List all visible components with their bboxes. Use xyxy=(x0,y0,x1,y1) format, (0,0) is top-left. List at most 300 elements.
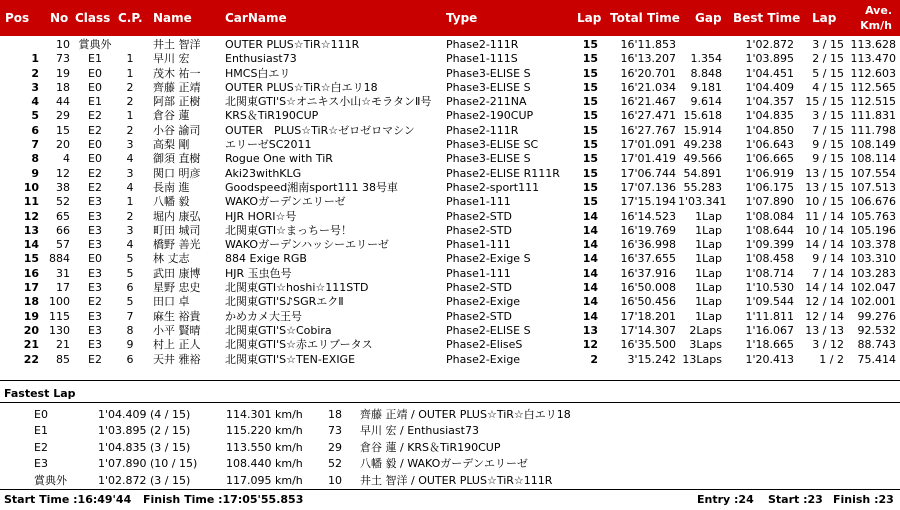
cell-total: 16'14.523 xyxy=(620,209,676,223)
cell-type: Phase2-STD xyxy=(446,209,512,223)
cell-blap: 10 / 15 xyxy=(805,195,844,209)
cell-gap: 54.891 xyxy=(683,166,722,180)
cell-total: 17'01.419 xyxy=(620,152,676,166)
cell-total: 17'06.744 xyxy=(620,166,676,180)
fastest-time: 1'04.409 (4 / 15) xyxy=(98,408,191,421)
cell-gap: 49.238 xyxy=(683,138,722,152)
table-row xyxy=(0,52,900,66)
cell-cls: E2 xyxy=(88,352,102,366)
cell-total: 16'21.467 xyxy=(620,95,676,109)
cell-best: 1'16.067 xyxy=(745,323,794,337)
cell-blap: 12 / 14 xyxy=(805,295,844,309)
cell-pos: 10 xyxy=(23,180,39,194)
cell-name: 倉谷 蓮 xyxy=(153,109,190,123)
cell-total: 16'50.008 xyxy=(620,281,676,295)
cell-pos: 22 xyxy=(23,352,39,366)
cell-gap: 2Laps xyxy=(689,323,722,337)
cell-gap: 3Laps xyxy=(689,338,722,352)
cell-name: 早川 宏 xyxy=(153,52,190,66)
cell-blap: 3 / 15 xyxy=(812,109,844,123)
cell-cp: 4 xyxy=(126,180,134,194)
cell-pos: 11 xyxy=(23,195,39,209)
cell-car: KRS＆TiR190CUP xyxy=(225,109,319,123)
cell-blap: 10 / 14 xyxy=(805,223,844,237)
cell-ave: 102.047 xyxy=(850,281,896,295)
cell-cp: 3 xyxy=(126,138,134,152)
cell-type: Phase3-ELISE SC xyxy=(446,138,539,152)
header-class: Class xyxy=(75,11,111,25)
cell-lap: 14 xyxy=(582,238,598,252)
cell-ave: 107.554 xyxy=(850,166,896,180)
cell-blap: 4 / 15 xyxy=(812,80,844,94)
header-carname: CarName xyxy=(225,11,287,25)
cell-car: Aki23withKLG xyxy=(225,166,302,180)
cell-gap: 1'03.341 xyxy=(678,195,727,209)
cell-pos: 1 xyxy=(31,52,39,66)
cell-lap: 15 xyxy=(582,195,598,209)
cell-type: Phase2-EliseS xyxy=(446,338,523,352)
finish-time: Finish Time :17:05'55.853 xyxy=(143,493,304,506)
cell-cp: 1 xyxy=(126,52,134,66)
fastest-cls: E1 xyxy=(34,424,48,438)
table-row xyxy=(0,338,900,352)
cell-ave: 105.196 xyxy=(850,223,896,237)
cell-type: Phase3-ELISE S xyxy=(446,80,531,94)
cell-total: 16'37.655 xyxy=(620,252,676,266)
cell-pos: 6 xyxy=(31,123,39,137)
cell-cls: E3 xyxy=(88,238,102,252)
cell-type: Phase2-ELISE S xyxy=(446,323,531,337)
cell-total: 16'50.456 xyxy=(620,295,676,309)
fastest-no: 29 xyxy=(328,440,342,454)
cell-lap: 14 xyxy=(582,295,598,309)
cell-no: 115 xyxy=(49,309,70,323)
cell-cp: 2 xyxy=(126,80,134,94)
fastest-cls: E3 xyxy=(34,457,48,471)
cell-lap: 15 xyxy=(582,38,598,51)
cell-best: 1'06.643 xyxy=(745,138,794,152)
table-row xyxy=(0,324,900,338)
cell-best: 1'09.399 xyxy=(745,238,794,252)
cell-name: 林 丈志 xyxy=(153,252,190,266)
results-table xyxy=(0,38,900,367)
cell-best: 1'11.811 xyxy=(745,309,794,323)
cell-name: 天井 雅裕 xyxy=(153,352,201,366)
cell-lap: 15 xyxy=(582,138,598,152)
cell-gap: 1Lap xyxy=(695,209,722,223)
cell-type: Phase2-Exige xyxy=(446,295,521,309)
cell-cls: E2 xyxy=(88,109,102,123)
cell-type: Phase2-STD xyxy=(446,223,512,237)
header-cp: C.P. xyxy=(118,11,143,25)
cell-type: Phase2-Exige xyxy=(446,352,521,366)
cell-blap: 13 / 15 xyxy=(805,180,844,194)
cell-type: Phase2-sport111 xyxy=(446,180,540,194)
fastest-speed: 114.301 km/h xyxy=(226,408,303,421)
table-row xyxy=(0,238,900,252)
cell-type: Phase2-STD xyxy=(446,281,512,295)
cell-no: 884 xyxy=(49,252,70,266)
cell-cls: E3 xyxy=(88,195,102,209)
fastest-lap-divider xyxy=(0,402,900,403)
cell-gap: 49.566 xyxy=(683,152,722,166)
fastest-driver: 八幡 毅 / WAKOガーデンエリーゼ xyxy=(360,457,528,471)
header-best-time: Best Time xyxy=(733,11,801,25)
cell-type: Phase2-ELISE R111R xyxy=(446,166,560,180)
cell-type: Phase1-111S xyxy=(446,52,518,66)
cell-pos: 21 xyxy=(23,338,39,352)
fastest-time: 1'02.872 (3 / 15) xyxy=(98,473,191,487)
fastest-no: 18 xyxy=(328,408,342,421)
cell-car: 北関東GTI☆まっちー号！ xyxy=(225,223,352,237)
fastest-lap-row xyxy=(0,456,900,472)
cell-no: 18 xyxy=(56,80,70,94)
cell-cls: E3 xyxy=(88,209,102,223)
cell-car: 北関東GTI'S☆赤エリブータス xyxy=(225,338,373,352)
cell-best: 1'08.084 xyxy=(745,209,794,223)
cell-total: 3'15.242 xyxy=(627,352,676,366)
cell-blap: 14 / 14 xyxy=(805,281,844,295)
cell-name: 井土 智洋 xyxy=(153,38,201,51)
cell-best: 1'09.544 xyxy=(745,295,794,309)
cell-ave: 112.565 xyxy=(850,80,896,94)
cell-no: 17 xyxy=(56,281,70,295)
fastest-driver: 早川 宏 / Enthusiast73 xyxy=(360,424,479,438)
header-no: No xyxy=(50,11,69,25)
cell-no: 65 xyxy=(56,209,70,223)
cell-gap: 8.848 xyxy=(690,66,722,80)
cell-blap: 9 / 15 xyxy=(812,152,844,166)
entry-count: Entry :24 xyxy=(697,493,754,506)
cell-car: かめカメ大王号 xyxy=(225,309,302,323)
cell-pos: 3 xyxy=(31,80,39,94)
cell-car: OUTER PLUS☆TiR☆ゼロゼロマシン xyxy=(225,123,415,137)
fastest-time: 1'04.835 (3 / 15) xyxy=(98,440,191,454)
cell-blap: 15 / 15 xyxy=(805,95,844,109)
cell-ave: 103.378 xyxy=(850,238,896,252)
cell-gap: 1Lap xyxy=(695,238,722,252)
fastest-driver: 齊藤 正靖 / OUTER PLUS☆TiR☆白エリ18 xyxy=(360,408,571,421)
cell-no: 52 xyxy=(56,195,70,209)
cell-lap: 14 xyxy=(582,223,598,237)
cell-best: 1'07.890 xyxy=(745,195,794,209)
cell-total: 16'27.471 xyxy=(620,109,676,123)
cell-car: 北関東GTI'S♪SGRエクⅡ xyxy=(225,295,344,309)
cell-cls: E0 xyxy=(88,152,102,166)
fastest-cls: E0 xyxy=(34,408,48,421)
cell-best: 1'08.644 xyxy=(745,223,794,237)
cell-cp: 2 xyxy=(126,209,134,223)
cell-ave: 103.310 xyxy=(850,252,896,266)
cell-best: 1'04.451 xyxy=(745,66,794,80)
cell-name: 茂木 祐一 xyxy=(153,66,201,80)
table-row xyxy=(0,138,900,152)
cell-blap: 7 / 14 xyxy=(812,266,844,280)
header-ave: Ave. xyxy=(865,4,892,17)
cell-gap: 1Lap xyxy=(695,266,722,280)
fastest-lap-row xyxy=(0,440,900,456)
cell-gap: 1.354 xyxy=(690,52,722,66)
cell-lap: 12 xyxy=(582,338,598,352)
fastest-time: 1'07.890 (10 / 15) xyxy=(98,457,198,471)
cell-no: 12 xyxy=(56,166,70,180)
cell-type: Phase1-111 xyxy=(446,195,511,209)
cell-gap: 1Lap xyxy=(695,309,722,323)
cell-name: 御須 直樹 xyxy=(153,152,201,166)
start-time: Start Time :16:49'44 xyxy=(4,493,132,506)
fastest-no: 73 xyxy=(328,424,342,438)
table-row xyxy=(0,95,900,109)
cell-cp: 3 xyxy=(126,166,134,180)
cell-blap: 5 / 15 xyxy=(812,66,844,80)
cell-car: WAKOガーデンハッシーエリーゼ xyxy=(225,238,389,252)
cell-best: 1'06.175 xyxy=(745,180,794,194)
cell-name: 堀内 康弘 xyxy=(153,209,201,223)
cell-cp: 5 xyxy=(126,252,134,266)
cell-car: 北関東GTI'S☆オニキス小山☆モラタンⅡ号 xyxy=(225,95,432,109)
cell-blap: 13 / 13 xyxy=(805,323,844,337)
cell-blap: 7 / 15 xyxy=(812,123,844,137)
cell-car: OUTER PLUS☆TiR☆111R xyxy=(225,38,360,51)
header-pos: Pos xyxy=(5,11,30,25)
cell-name: 長南 進 xyxy=(153,180,190,194)
table-row xyxy=(0,38,900,52)
cell-car: Goodspeed湘南sport111 38号車 xyxy=(225,180,398,194)
cell-car: 北関東GTI☆hoshi☆111STD xyxy=(225,281,369,295)
cell-ave: 108.149 xyxy=(850,138,896,152)
cell-lap: 15 xyxy=(582,80,598,94)
cell-gap: 13Laps xyxy=(682,352,722,366)
cell-ave: 107.513 xyxy=(850,180,896,194)
cell-name: 田口 卓 xyxy=(153,295,190,309)
cell-pos: 12 xyxy=(23,209,39,223)
table-row xyxy=(0,67,900,81)
cell-best: 1'10.530 xyxy=(745,281,794,295)
cell-no: 85 xyxy=(56,352,70,366)
cell-lap: 15 xyxy=(582,123,598,137)
cell-best: 1'18.665 xyxy=(745,338,794,352)
header-best-lap: Lap xyxy=(812,11,837,25)
cell-no: 31 xyxy=(56,266,70,280)
cell-lap: 15 xyxy=(582,66,598,80)
cell-ave: 111.798 xyxy=(850,123,896,137)
fastest-driver: 倉谷 蓮 / KRS＆TiR190CUP xyxy=(360,440,501,454)
fastest-speed: 117.095 km/h xyxy=(226,473,303,487)
fastest-cls: 賞典外 xyxy=(34,473,67,487)
cell-best: 1'06.919 xyxy=(745,166,794,180)
cell-best: 1'03.895 xyxy=(745,52,794,66)
cell-blap: 3 / 15 xyxy=(812,38,844,51)
cell-pos: 18 xyxy=(23,295,39,309)
cell-no: 15 xyxy=(56,123,70,137)
cell-type: Phase2-211NA xyxy=(446,95,527,109)
cell-pos: 16 xyxy=(23,266,39,280)
header-gap: Gap xyxy=(695,11,722,25)
cell-cls: E3 xyxy=(88,323,102,337)
cell-lap: 14 xyxy=(582,209,598,223)
table-row xyxy=(0,152,900,166)
fastest-driver: 井土 智洋 / OUTER PLUS☆TiR☆111R xyxy=(360,473,553,487)
cell-cls: E0 xyxy=(88,138,102,152)
cell-best: 1'04.835 xyxy=(745,109,794,123)
cell-no: 38 xyxy=(56,180,70,194)
cell-car: HMCS白エリ xyxy=(225,66,291,80)
cell-pos: 13 xyxy=(23,223,39,237)
cell-no: 66 xyxy=(56,223,70,237)
cell-cls: E3 xyxy=(88,338,102,352)
cell-total: 17'18.201 xyxy=(620,309,676,323)
cell-no: 4 xyxy=(63,152,70,166)
cell-name: 関口 明彦 xyxy=(153,166,201,180)
cell-lap: 14 xyxy=(582,266,598,280)
fastest-lap-row xyxy=(0,407,900,423)
results-header xyxy=(0,0,900,36)
cell-name: 武田 康博 xyxy=(153,266,201,280)
cell-name: 橋野 善光 xyxy=(153,238,201,252)
cell-cls: E3 xyxy=(88,281,102,295)
cell-car: 北関東GTI'S☆Cobira xyxy=(225,323,332,337)
fastest-time: 1'03.895 (2 / 15) xyxy=(98,424,191,438)
results-divider xyxy=(0,380,900,381)
cell-cp: 1 xyxy=(126,109,134,123)
cell-best: 1'20.413 xyxy=(745,352,794,366)
cell-total: 16'36.998 xyxy=(620,238,676,252)
cell-cp: 2 xyxy=(126,95,134,109)
header-kmh: Km/h xyxy=(860,19,892,32)
fastest-no: 52 xyxy=(328,457,342,471)
cell-cp: 4 xyxy=(126,152,134,166)
cell-ave: 113.628 xyxy=(850,38,896,51)
cell-name: 高梨 剛 xyxy=(153,138,190,152)
cell-total: 16'19.769 xyxy=(620,223,676,237)
cell-no: 44 xyxy=(56,95,70,109)
cell-type: Phase1-111 xyxy=(446,266,511,280)
cell-gap: 1Lap xyxy=(695,281,722,295)
cell-no: 19 xyxy=(56,66,70,80)
table-row xyxy=(0,195,900,209)
table-row xyxy=(0,81,900,95)
cell-total: 16'13.207 xyxy=(620,52,676,66)
cell-pos: 20 xyxy=(23,323,39,337)
cell-cp: 8 xyxy=(126,323,134,337)
cell-name: 町田 城司 xyxy=(153,223,201,237)
table-row xyxy=(0,252,900,266)
cell-name: 阿部 正樹 xyxy=(153,95,201,109)
cell-cls: E2 xyxy=(88,295,102,309)
fastest-no: 10 xyxy=(328,473,342,487)
cell-blap: 9 / 14 xyxy=(812,252,844,266)
cell-ave: 99.276 xyxy=(857,309,896,323)
cell-cp: 5 xyxy=(126,295,134,309)
table-row xyxy=(0,181,900,195)
cell-total: 17'01.091 xyxy=(620,138,676,152)
cell-type: Phase3-ELISE S xyxy=(446,152,531,166)
cell-blap: 14 / 14 xyxy=(805,238,844,252)
cell-cp: 7 xyxy=(126,309,134,323)
cell-total: 16'35.500 xyxy=(620,338,676,352)
cell-total: 16'27.767 xyxy=(620,123,676,137)
cell-total: 17'15.194 xyxy=(620,195,676,209)
cell-type: Phase3-ELISE S xyxy=(446,66,531,80)
cell-car: HJR 玉虫色号 xyxy=(225,266,292,280)
table-row xyxy=(0,267,900,281)
cell-car: WAKOガーデンエリーゼ xyxy=(225,195,346,209)
cell-lap: 14 xyxy=(582,309,598,323)
cell-best: 1'04.357 xyxy=(745,95,794,109)
header-type: Type xyxy=(446,11,478,25)
cell-lap: 15 xyxy=(582,152,598,166)
cell-lap: 15 xyxy=(582,95,598,109)
cell-ave: 103.283 xyxy=(850,266,896,280)
cell-name: 村上 正人 xyxy=(153,338,201,352)
cell-type: Phase2-111R xyxy=(446,123,519,137)
cell-lap: 15 xyxy=(582,52,598,66)
header-total-time: Total Time xyxy=(610,11,680,25)
cell-ave: 112.515 xyxy=(850,95,896,109)
cell-no: 100 xyxy=(49,295,70,309)
cell-cls: E3 xyxy=(88,223,102,237)
cell-total: 16'20.701 xyxy=(620,66,676,80)
cell-best: 1'06.665 xyxy=(745,152,794,166)
cell-ave: 106.676 xyxy=(850,195,896,209)
cell-best: 1'08.458 xyxy=(745,252,794,266)
fastest-lap-row xyxy=(0,423,900,439)
cell-cp: 5 xyxy=(126,266,134,280)
table-row xyxy=(0,210,900,224)
cell-pos: 14 xyxy=(23,238,39,252)
cell-cls: E1 xyxy=(88,52,102,66)
cell-type: Phase2-190CUP xyxy=(446,109,534,123)
cell-gap: 55.283 xyxy=(683,180,722,194)
cell-type: Phase2-Exige S xyxy=(446,252,531,266)
cell-pos: 5 xyxy=(31,109,39,123)
cell-car: エリーゼSC2011 xyxy=(225,138,312,152)
fastest-speed: 113.550 km/h xyxy=(226,440,303,454)
cell-no: 21 xyxy=(56,338,70,352)
table-row xyxy=(0,167,900,181)
cell-best: 1'08.714 xyxy=(745,266,794,280)
cell-ave: 108.114 xyxy=(850,152,896,166)
cell-best: 1'02.872 xyxy=(745,38,794,51)
table-row xyxy=(0,224,900,238)
cell-cls: E2 xyxy=(88,166,102,180)
table-row xyxy=(0,281,900,295)
cell-name: 小平 賢晴 xyxy=(153,323,201,337)
race-footer xyxy=(0,491,900,509)
cell-name: 小谷 諭司 xyxy=(153,123,201,137)
cell-best: 1'04.850 xyxy=(745,123,794,137)
footer-divider xyxy=(0,489,900,490)
cell-car: 884 Exige RGB xyxy=(225,252,307,266)
fastest-cls: E2 xyxy=(34,440,48,454)
cell-cp: 2 xyxy=(126,123,134,137)
cell-blap: 1 / 2 xyxy=(819,352,844,366)
cell-ave: 88.743 xyxy=(857,338,896,352)
cell-pos: 4 xyxy=(31,95,39,109)
header-lap: Lap xyxy=(577,11,602,25)
cell-pos: 8 xyxy=(31,152,39,166)
cell-type: Phase2-111R xyxy=(446,38,519,51)
cell-cp: 1 xyxy=(126,66,134,80)
cell-ave: 112.603 xyxy=(850,66,896,80)
cell-type: Phase2-STD xyxy=(446,309,512,323)
cell-car: Enthusiast73 xyxy=(225,52,297,66)
cell-gap: 1Lap xyxy=(695,295,722,309)
cell-blap: 9 / 15 xyxy=(812,138,844,152)
table-row xyxy=(0,353,900,367)
cell-no: 29 xyxy=(56,109,70,123)
cell-cp: 6 xyxy=(126,281,134,295)
